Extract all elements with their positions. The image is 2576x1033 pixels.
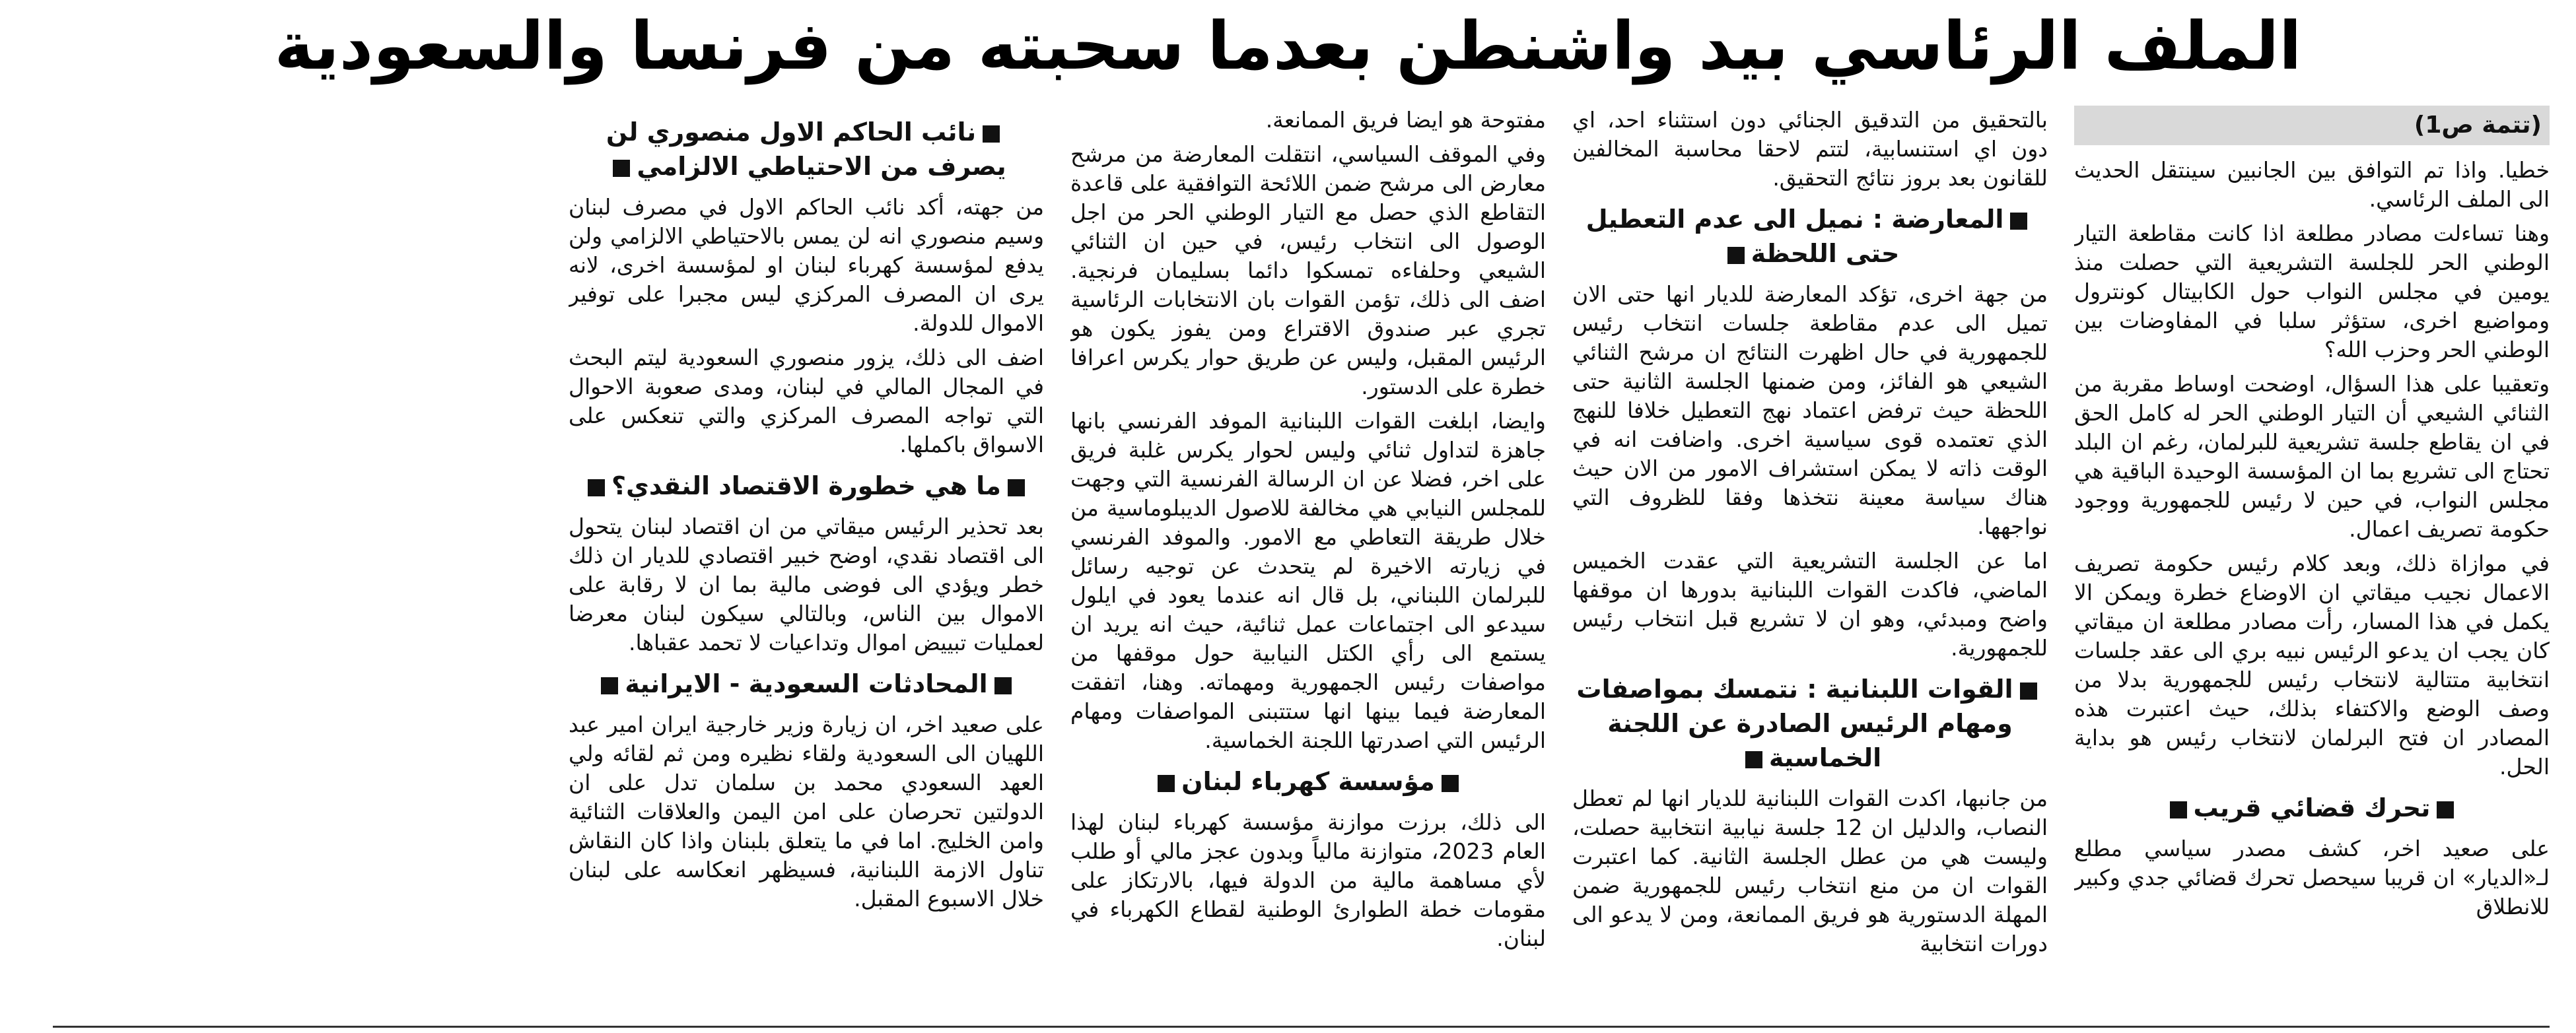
article-column xyxy=(1572,106,2048,1013)
article-paragraph: بالتحقيق من التدقيق الجنائي دون استثناء احد، اي دون اي استنسابية، لتتم لاحقا محاسبة المخالفين للقانون بعد بروز نتائج التحقيق. xyxy=(1572,107,2048,191)
square-bullet-icon xyxy=(2170,801,2187,818)
article-paragraph: اضف الى ذلك، يزور منصوري السعودية ليتم البحث في المجال المالي في لبنان، ومدى صعوبة الاحوال التي تواجه المصرف المركزي والتي تنعكس على الاسواق باكملها. xyxy=(569,345,1044,457)
article-paragraph: من جانبها، اكدت القوات اللبنانية للديار انها لم تعطل النصاب، والدليل ان 12 جلسة نيابية انتخابية حصلت، وليست هي من عطل الجلسة الثانية. كما اعتبرت القوات ان من منع انتخاب رئيس للجمهورية ضمن المهلة الدستورية هو فريق الممانعة، ومن لا يدعو الى دورات انتخابية xyxy=(1572,785,2048,956)
article-paragraph: وهنا تساءلت مصادر مطلعة اذا كانت مقاطعة التيار الوطني الحر للجلسة التشريعية التي حصلت منذ يومين في مجلس النواب حول الكابيتال كونترول ومواضيع اخرى، ستؤثر سلبا في المفاوضات بين الوطني الحر وحزب الله؟ xyxy=(2074,220,2550,362)
subheading xyxy=(1572,672,2048,775)
article-paragraph: خطيا. واذا تم التوافق بين الجانبين سينتقل الحديث الى الملف الرئاسي. xyxy=(2074,157,2550,212)
article-paragraph: الى ذلك، برزت موازنة مؤسسة كهرباء لبنان لهذا العام 2023، متوازنة مالياً وبدون عجز مالي أو طلب لأي مساهمة مالية من الدولة فيها، بالارتكاز على مقومات خطة الطوارئ الوطنية لقطاع الكهرباء في لبنان. xyxy=(1070,809,1546,951)
subheading xyxy=(569,469,1044,503)
article-paragraph: في موازاة ذلك، وبعد كلام رئيس حكومة تصريف الاعمال نجيب ميقاتي ان الاوضاع خطرة ويمكن الا يكمل في هذا المسار، رأت مصادر مطلعة ان ميقاتي كان يجب ان يدعو الرئيس نبيه بري الى عقد جلسات انتخابية متتالية لانتخاب رئيس للجمهورية بدلا من وصف الوضع والاكتفاء بذلك، حيث اعتبرت هذه المصادر ان فتح البرلمان لانتخاب رئيس هو بداية الحل. xyxy=(2074,550,2550,780)
subheading xyxy=(2074,791,2550,825)
subheading-text: تحرك قضائي قريب xyxy=(2193,793,2431,822)
square-bullet-icon xyxy=(983,125,1000,143)
square-bullet-icon xyxy=(1727,247,1745,264)
subheading xyxy=(1572,202,2048,271)
subheading-text: المحادثات السعودية - الايرانية xyxy=(625,669,988,698)
square-bullet-icon xyxy=(2010,213,2027,230)
subheading-text: ما هي خطورة الاقتصاد النقدي؟ xyxy=(611,471,1001,500)
square-bullet-icon xyxy=(1745,751,1762,768)
square-bullet-icon xyxy=(601,677,618,694)
article-paragraph: مفتوحة هو ايضا فريق الممانعة. xyxy=(1265,107,1546,133)
article-column xyxy=(1070,106,1546,1013)
article-paragraph: وتعقيبا على هذا السؤال، اوضحت اوساط مقربة من الثنائي الشيعي أن التيار الوطني الحر له كامل الحق في ان يقاطع جلسة تشريعية للبرلمان، رغم ان البلد تحتاج الى تشريع بما ان المؤسسة الوحيدة الباقية هي مجلس النواب، في حين لا رئيس للجمهورية ووجود حكومة تصريف اعمال. xyxy=(2074,371,2550,542)
headline: الملف الرئاسي بيد واشنطن بعدما سحبته من فرنسا والسعودية xyxy=(274,7,2302,84)
subheading-text: نائب الحاكم الاول منصوري لن يصرف من الاحتياطي الالزامي xyxy=(606,117,1006,181)
article-paragraph: من جهة اخرى، تؤكد المعارضة للديار انها حتى الان تميل الى عدم مقاطعة جلسات انتخاب رئيس للجمهورية في حال اظهرت النتائج ان مرشح الثنائي الشيعي هو الفائز، ومن ضمنها الجلسة الثانية حتى اللحظة حيث ترفض اعتماد نهج التعطيل خلافا للنهج الذي تعتمده قوى سياسية اخرى. واضافت انه في الوقت ذاته لا يمكن استشراف الامور من الان حيث هناك سياسة معينة نتخذها وفقا للظروف التي نواجهها. xyxy=(1572,281,2048,539)
continuation-label: (تتمة ص1) xyxy=(2074,106,2550,145)
square-bullet-icon xyxy=(588,479,605,496)
subheading-text: القوات اللبنانية : نتمسك بمواصفات ومهام الرئيس الصادرة عن اللجنة الخماسية xyxy=(1576,675,2013,772)
subheading-text: المعارضة : نميل الى عدم التعطيل حتى اللحظة xyxy=(1585,205,2004,268)
article-paragraph: وايضا، ابلغت القوات اللبنانية الموفد الفرنسي بانها جاهزة لتداول ثنائي وليس لحوار يكرس غلبة فريق على اخر، فضلا عن ان الرسالة الفرنسية التي وجهت للمجلس النيابي هي مخالفة للاصول الديبلوماسية من خلال طريقة التعاطي مع الامور. والموفد الفرنسي في زيارته الاخيرة لم يتحدث عن توجيه رسائل للبرلمان اللبناني، بل قال انه عندما يعود في ايلول سيدعو الى اجتماعات عمل ثنائية، حيث انه يريد ان يستمع الى رأي الكتل النيابية حول موقفها من مواصفات رئيس الجمهورية ومهماته. وهنا، اتفقت المعارضة فيما بينها انها ستتبنى المواصفات ومهام الرئيس التي اصدرتها اللجنة الخماسية. xyxy=(1070,408,1546,753)
article-columns xyxy=(40,106,2550,1013)
square-bullet-icon xyxy=(994,677,1012,694)
square-bullet-icon xyxy=(1442,775,1459,792)
bottom-divider xyxy=(53,1026,2550,1028)
article-paragraph: بعد تحذير الرئيس ميقاتي من ان اقتصاد لبنان يتحول الى اقتصاد نقدي، اوضح خبير اقتصادي للديار ان ذلك خطر ويؤدي الى فوضى مالية بما ان لا رقابة على الاموال بين الناس، وبالتالي سيكون لبنان معرضا لعمليات تبييض اموال وتداعيات لا تحمد عقباها. xyxy=(569,514,1044,655)
article-paragraph: على صعيد اخر، ان زيارة وزير خارجية ايران امير عبد اللهيان الى السعودية ولقاء نظيره ومن ثم لقائه ولي العهد السعودي محمد بن سلمان تدل على ان الدولتين تحرصان على امن اليمن والعلاقات الثنائية وامن الخليج. اما في ما يتعلق بلبنان واذا كان النقاش تناول الازمة اللبنانية، فسيظهر انعكاسه على لبنان خلال الاسبوع المقبل. xyxy=(569,712,1044,912)
square-bullet-icon xyxy=(2020,683,2037,700)
subheading xyxy=(569,667,1044,701)
article-paragraph: على صعيد اخر، كشف مصدر سياسي مطلع لـ«الديار» ان قريبا سيحصل تحرك قضائي جدي وكبير للانطلاق xyxy=(2074,836,2550,919)
subheading-text: مؤسسة كهرباء لبنان xyxy=(1181,767,1435,796)
square-bullet-icon xyxy=(1158,775,1175,792)
article-paragraph: اما عن الجلسة التشريعية التي عقدت الخميس الماضي، فاكدت القوات اللبنانية بدورها ان موقفها واضح ومبدئي، وهو ان لا تشريع قبل انتخاب رئيس للجمهورية. xyxy=(1572,548,2048,661)
square-bullet-icon xyxy=(2437,801,2454,818)
article-column xyxy=(569,106,1044,1013)
article-column xyxy=(2074,106,2550,1013)
square-bullet-icon xyxy=(1008,479,1025,496)
subheading xyxy=(569,115,1044,183)
subheading xyxy=(1070,764,1546,799)
article-paragraph: من جهته، أكد نائب الحاكم الاول في مصرف لبنان وسيم منصوري انه لن يمس بالاحتياطي الالزامي ولن يدفع لمؤسسة كهرباء لبنان او لمؤسسة اخرى، لانه يرى ان المصرف المركزي ليس مجبرا على توفير الاموال للدولة. xyxy=(569,194,1044,336)
square-bullet-icon xyxy=(613,160,630,177)
article-paragraph: وفي الموقف السياسي، انتقلت المعارضة من مرشح معارض الى مرشح ضمن اللائحة التوافقية على قاعدة التقاطع الذي حصل مع التيار الوطني الحر من اجل الوصول الى انتخاب رئيس، في حين ان الثنائي الشيعي وحلفاءه تمسكوا دائما بسليمان فرنجية. اضف الى ذلك، تؤمن القوات بان الانتخابات الرئاسية تجري عبر صندوق الاقتراع ومن يفوز يكون هو الرئيس المقبل، وليس عن طريق حوار يكرس اعرافا خطرة على الدستور. xyxy=(1070,141,1546,399)
